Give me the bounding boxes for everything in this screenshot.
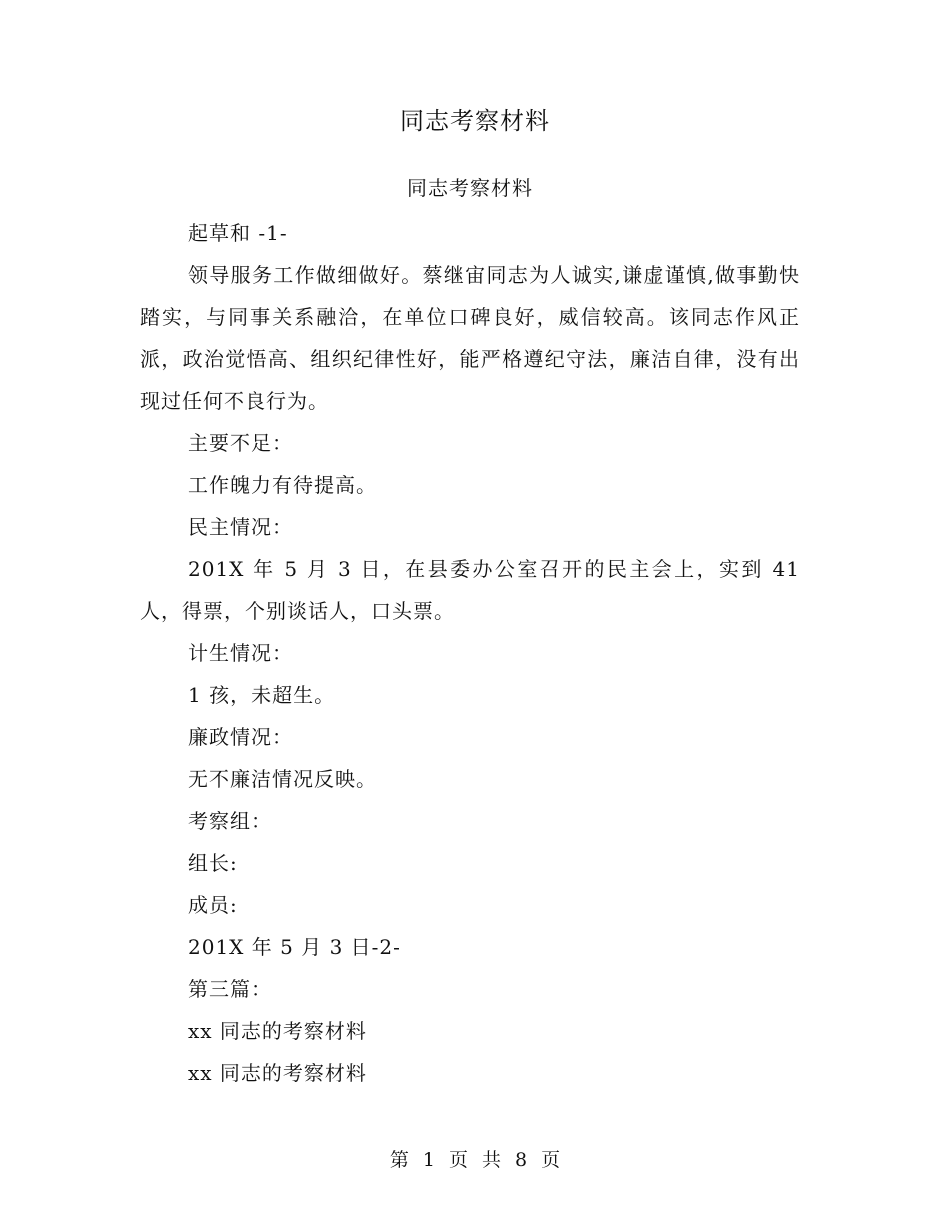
paragraph-shortcomings: 工作魄力有待提高。 — [188, 473, 377, 497]
page-number-footer: 第 1 页 共 8 页 — [389, 1149, 561, 1171]
paragraph-integrity-heading: 廉政情况： — [188, 725, 293, 749]
paragraph-section-title-2: xx 同志的考察材料 — [188, 1061, 367, 1085]
paragraph-section-title-1: xx 同志的考察材料 — [188, 1019, 367, 1043]
document-title: 同志考察材料 — [400, 107, 550, 135]
paragraph-family-planning-heading: 计生情况： — [188, 641, 293, 665]
paragraph-democracy: 201X 年 5 月 3 日，在县委办公室召开的民主会上，实到 41 人，得票，个别谈话人，口头票。 — [140, 557, 800, 623]
paragraph-part-three: 第三篇： — [188, 977, 272, 1001]
paragraph-integrity: 无不廉洁情况反映。 — [188, 767, 377, 791]
document-subtitle: 同志考察材料 — [407, 176, 533, 200]
paragraph-democracy-heading: 民主情况： — [188, 515, 293, 539]
paragraph-evaluation: 领导服务工作做细做好。蔡继宙同志为人诚实,谦虚谨慎,做事勤快踏实，与同事关系融洽，在单位口碑良好，威信较高。该同志作风正派，政治觉悟高、组织纪律性好，能严格遵纪守法，廉洁自律，没有出现过任何不良行为。 — [140, 263, 800, 413]
paragraph-family-planning: 1 孩，未超生。 — [188, 683, 336, 707]
paragraph-drafting: 起草和 -1- — [188, 221, 288, 245]
document-body — [140, 170, 800, 1094]
paragraph-group-leader: 组长: — [188, 851, 238, 875]
paragraph-members: 成员: — [188, 893, 238, 917]
paragraph-shortcomings-heading: 主要不足： — [188, 431, 293, 455]
paragraph-inspection-group: 考察组： — [188, 809, 272, 833]
paragraph-date: 201X 年 5 月 3 日-2- — [188, 935, 401, 959]
